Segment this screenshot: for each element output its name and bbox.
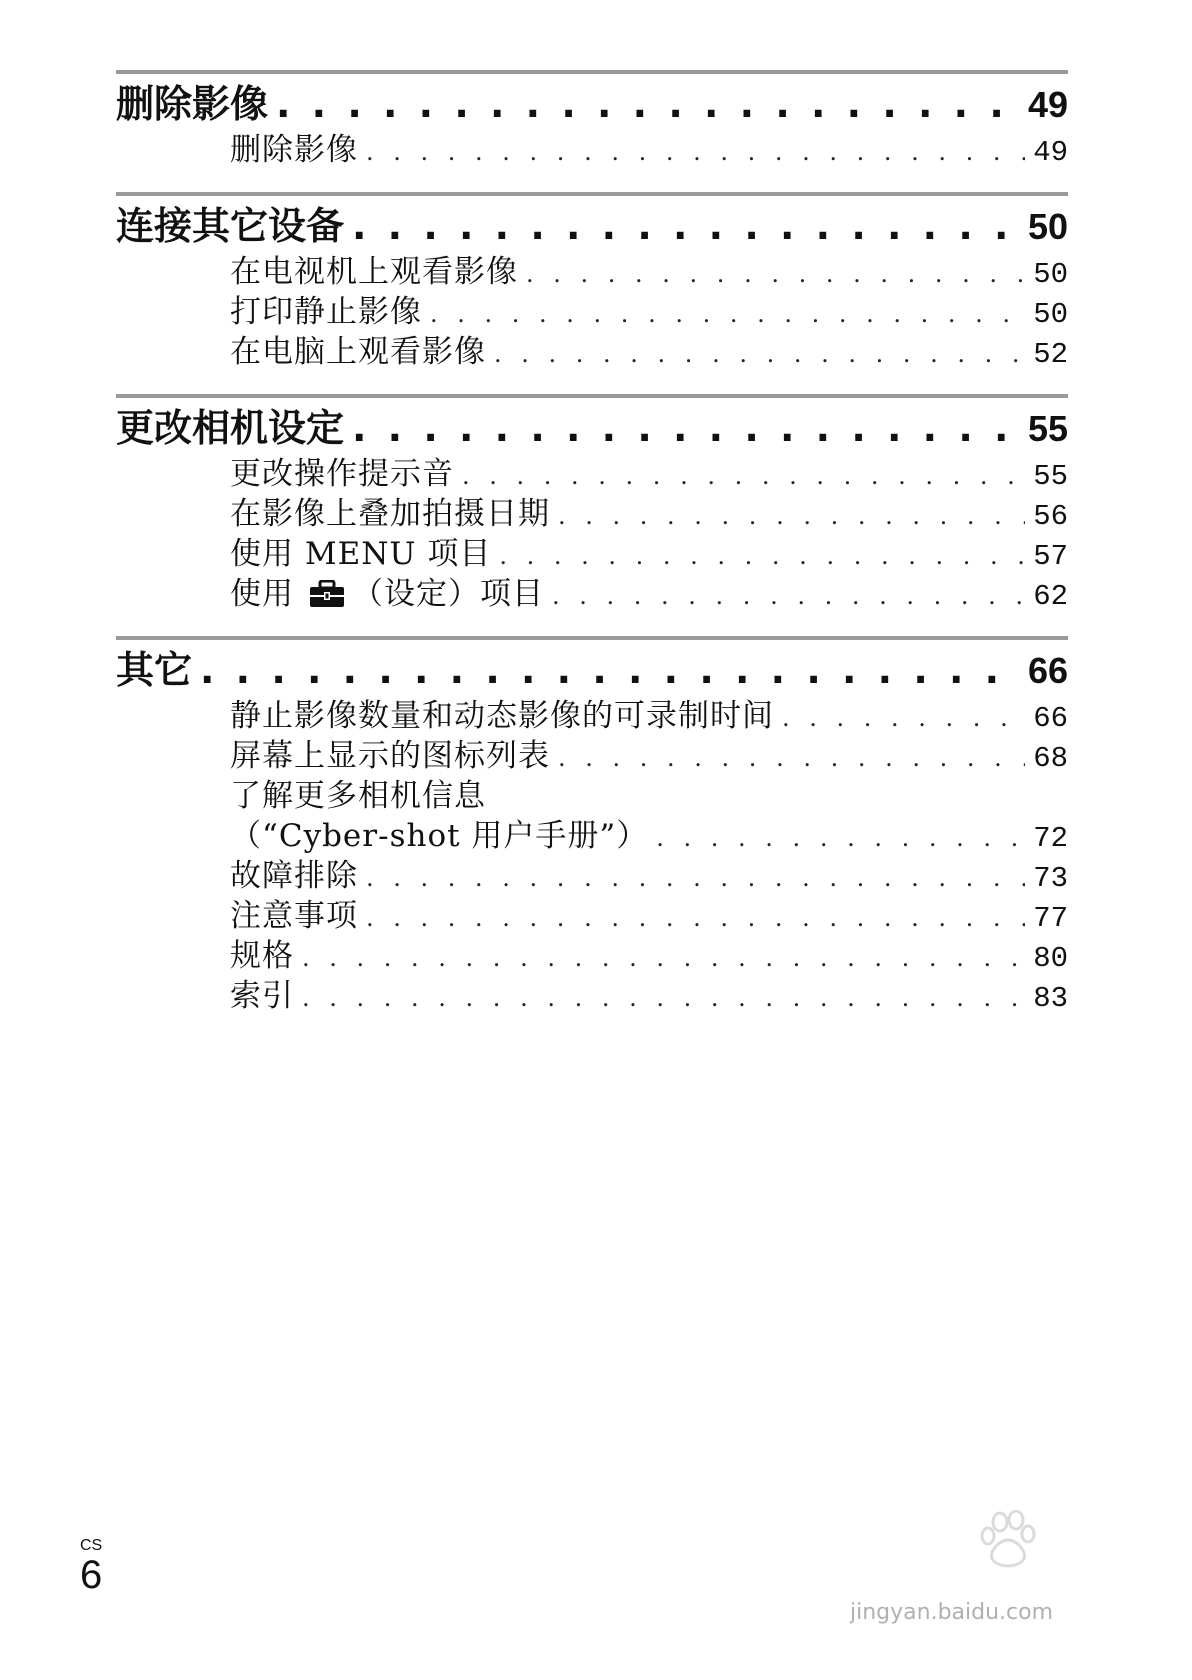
item-page: 77 — [1033, 902, 1068, 935]
leader-dots — [352, 200, 1020, 252]
section-heading[interactable] — [116, 78, 1068, 130]
toc-item[interactable] — [116, 252, 1068, 292]
leader-dots — [558, 496, 1025, 534]
toolbox-icon — [308, 578, 346, 614]
leader-dots — [656, 818, 1025, 856]
item-label: （“Cyber-shot 用户手册”） — [230, 818, 649, 854]
item-page: 73 — [1033, 862, 1068, 895]
item-label: 在电脑上观看影像 — [230, 334, 486, 370]
toc-section — [116, 70, 1068, 170]
item-page: 66 — [1033, 702, 1068, 735]
leader-dots — [558, 738, 1025, 776]
section-page: 49 — [1027, 84, 1068, 125]
leader-dots — [366, 898, 1025, 936]
item-label: 在电视机上观看影像 — [230, 254, 518, 290]
toc-item[interactable] — [116, 936, 1068, 976]
section-page: 50 — [1027, 206, 1068, 247]
item-label: 静止影像数量和动态影像的可录制时间 — [230, 698, 774, 734]
item-page: 83 — [1033, 982, 1068, 1015]
section-title: 连接其它设备 — [116, 204, 345, 248]
toc-item[interactable] — [116, 494, 1068, 534]
item-label: 更改操作提示音 — [230, 456, 454, 492]
item-label: 规格 — [230, 938, 294, 974]
toc-item[interactable] — [116, 454, 1068, 494]
section-title: 更改相机设定 — [116, 406, 345, 450]
table-of-contents — [116, 70, 1068, 1038]
section-page: 66 — [1027, 650, 1068, 691]
section-heading[interactable] — [116, 200, 1068, 252]
leader-dots — [352, 402, 1020, 454]
item-page: 56 — [1033, 500, 1068, 533]
toc-section — [116, 394, 1068, 614]
toc-item[interactable] — [116, 976, 1068, 1016]
item-label-prefix: 使用 — [230, 576, 294, 612]
item-page: 72 — [1033, 822, 1068, 855]
leader-dots — [302, 978, 1025, 1016]
leader-dots — [430, 294, 1025, 332]
section-page: 55 — [1027, 408, 1068, 449]
item-label-suffix: （设定）项目 — [352, 576, 544, 612]
toc-item-line1[interactable] — [116, 776, 1068, 816]
section-title: 其它 — [116, 648, 193, 692]
toc-item[interactable] — [116, 856, 1068, 896]
item-page: 50 — [1033, 258, 1068, 291]
toc-item[interactable] — [116, 130, 1068, 170]
watermark-url: jingyan.baidu.com — [850, 1600, 1054, 1625]
leader-dots — [494, 334, 1025, 372]
item-page: 80 — [1033, 942, 1068, 975]
toc-section — [116, 636, 1068, 1016]
toc-item[interactable] — [116, 896, 1068, 936]
item-label: 了解更多相机信息 — [230, 778, 486, 814]
leader-dots — [302, 938, 1025, 976]
toc-item[interactable] — [116, 332, 1068, 372]
language-code: CS — [80, 1537, 103, 1554]
leader-dots — [366, 132, 1025, 170]
leader-dots — [462, 456, 1025, 494]
item-page: 55 — [1033, 460, 1068, 493]
section-title: 删除影像 — [116, 82, 269, 126]
item-label — [230, 574, 544, 614]
item-label: 故障排除 — [230, 858, 358, 894]
page-number: 6 — [80, 1553, 103, 1597]
leader-dots — [526, 254, 1025, 292]
baidu-watermark-logo — [850, 1510, 1130, 1604]
toc-section — [116, 192, 1068, 372]
section-heading[interactable] — [116, 402, 1068, 454]
item-label: 注意事项 — [230, 898, 358, 934]
item-page: 68 — [1033, 742, 1068, 775]
toc-item[interactable] — [116, 696, 1068, 736]
item-label: 屏幕上显示的图标列表 — [230, 738, 550, 774]
section-heading[interactable] — [116, 644, 1068, 696]
item-page: 49 — [1033, 136, 1068, 169]
toc-item[interactable] — [116, 816, 1068, 856]
toc-item[interactable] — [116, 534, 1068, 574]
leader-dots — [499, 536, 1025, 574]
toc-item[interactable] — [116, 292, 1068, 332]
item-label: 在影像上叠加拍摄日期 — [230, 496, 550, 532]
item-label: 索引 — [230, 978, 294, 1014]
item-page: 57 — [1033, 540, 1068, 573]
item-label: 打印静止影像 — [230, 294, 422, 330]
item-label: 删除影像 — [230, 132, 358, 168]
item-label: 使用 MENU 项目 — [230, 536, 492, 572]
item-page: 62 — [1033, 580, 1068, 613]
leader-dots — [552, 576, 1025, 614]
item-page: 50 — [1033, 298, 1068, 331]
leader-dots — [366, 858, 1025, 896]
leader-dots — [276, 78, 1020, 130]
toc-item[interactable] — [116, 574, 1068, 614]
leader-dots — [200, 644, 1020, 696]
toc-item[interactable] — [116, 736, 1068, 776]
leader-dots — [782, 698, 1025, 736]
item-page: 52 — [1033, 338, 1068, 371]
